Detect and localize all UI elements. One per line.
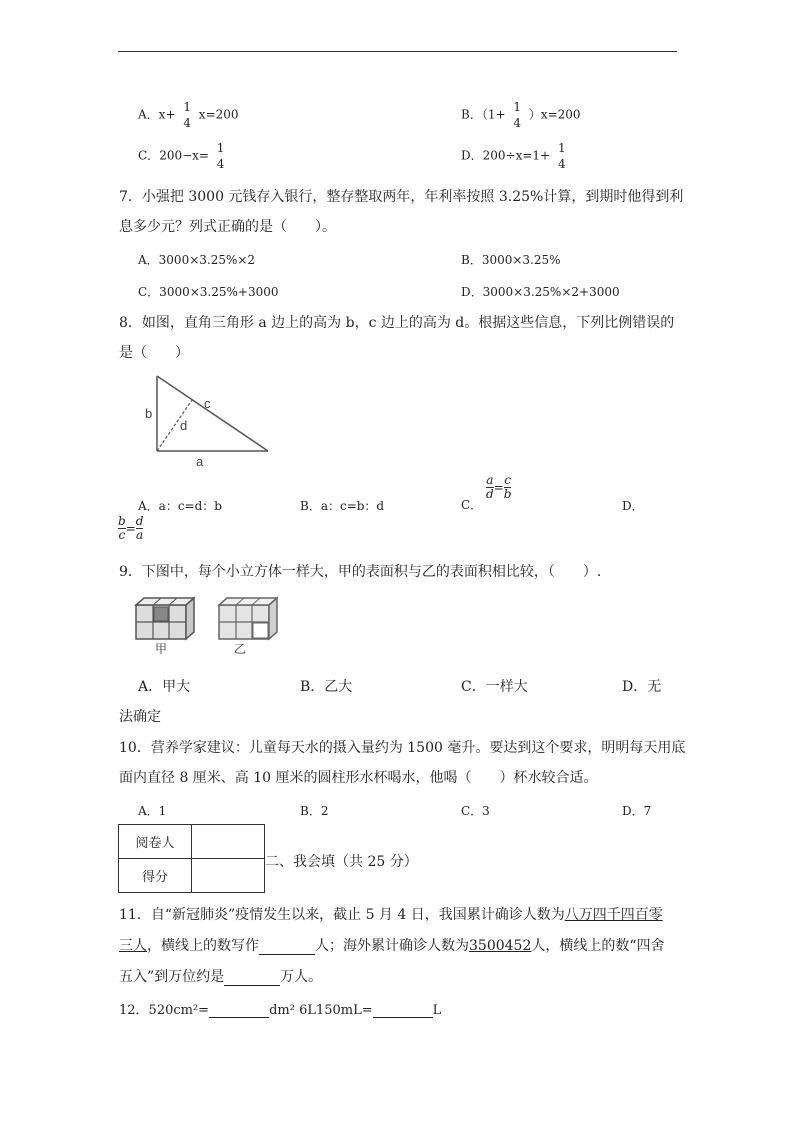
label-d: d: [180, 418, 188, 433]
section-heading: 二、我会填（共 25 分）: [265, 854, 418, 870]
fraction-a-over-d: $\frac{a}{d}$: [486, 473, 494, 501]
label-b: b: [145, 406, 153, 421]
q8-stem-line1: 8．如图，直角三角形 a 边上的高为 b，c 边上的高为 d。根据这些信息，下列比例错误的: [119, 315, 675, 331]
underlined-number-words: 八万四千四百零: [564, 907, 663, 923]
score-label: 得分: [119, 859, 192, 893]
q8-option-d-expression: $\frac{b}{c}$ = $\frac{d}{a}$: [118, 514, 144, 542]
q10-stem-line2: 面内直径 8 厘米、高 10 厘米的圆柱形水杯喝水，他喝（ ）杯水较合适。: [119, 770, 598, 786]
q7-option-c[interactable]: C．3000×3.25%+3000: [138, 285, 279, 299]
q10-option-b[interactable]: B．2: [300, 804, 329, 818]
q9-option-a[interactable]: A．甲大: [138, 679, 191, 695]
q6-option-d[interactable]: D．200÷x=1+ 1 4: [461, 141, 566, 171]
q6-option-c[interactable]: C．200−x= 1 4: [138, 141, 225, 171]
q7-option-b[interactable]: B．3000×3.25%: [461, 253, 561, 267]
label-a: a: [196, 454, 204, 469]
score-cell[interactable]: [192, 859, 265, 893]
q9-stem: 9．下图中，每个小立方体一样大，甲的表面积与乙的表面积相比较，（ ）.: [119, 564, 602, 580]
label-jia: 甲: [155, 642, 168, 656]
q11-line1: 11．自“新冠肺炎”疫情发生以来，截止 5 月 4 日，我国累计确诊人数为八万四千四百零: [119, 907, 663, 923]
fraction-c-over-b: $\frac{c}{b}$: [503, 473, 512, 501]
q6-option-b[interactable]: B．（1+ 1 4 ）x=200: [461, 100, 581, 130]
q7-option-a[interactable]: A．3000×3.25%×2: [138, 253, 256, 267]
q12-line: 12．520cm²= dm² 6L150mL= L: [119, 1003, 442, 1018]
q9-option-d-continued: 法确定: [119, 709, 161, 725]
fraction-one-quarter: 1 4: [557, 141, 566, 171]
answer-blank-3[interactable]: [209, 1003, 269, 1018]
fraction-one-quarter: 1 4: [216, 141, 225, 171]
q9-option-d[interactable]: D．无: [622, 679, 662, 695]
triangle-side-c: [157, 376, 268, 451]
fraction-one-quarter: 1 4: [513, 100, 521, 130]
q6-option-a[interactable]: A．x+ 1 4 x=200: [138, 100, 239, 130]
cube-figure-yi: [216, 595, 278, 657]
q7-stem-line2: 息多少元？列式正确的是（ ）。: [119, 219, 336, 235]
q8-option-c[interactable]: C． $\frac{a}{d}$ = $\frac{c}{b}$: [461, 473, 512, 512]
score-table: [118, 824, 265, 893]
fraction-b-over-c: $\frac{b}{c}$: [118, 514, 126, 542]
header-rule: [118, 51, 677, 52]
q7-stem-line1: 7．小强把 3000 元钱存入银行，整存整取两年，年利率按照 3.25%计算，到期时他得到利: [119, 189, 684, 205]
q8-option-d[interactable]: D．: [622, 499, 644, 513]
answer-blank-4[interactable]: [373, 1003, 433, 1018]
q8-stem-line2: 是（ ）: [119, 345, 189, 361]
cube-figure-jia: [133, 595, 195, 657]
q10-stem-line1: 10．营养学家建议：儿童每天水的摄入量约为 1500 毫升。要达到这个要求，明明每天用底: [119, 740, 686, 756]
q8-option-a[interactable]: A．a：c=d：b: [138, 499, 222, 513]
fraction-one-quarter: 1 4: [183, 100, 191, 130]
label-yi: 乙: [234, 642, 247, 656]
answer-blank-2[interactable]: [224, 971, 280, 986]
q9-option-c[interactable]: C．一样大: [461, 679, 528, 695]
q11-line3: 五入”到万位约是 万人。: [119, 969, 323, 985]
underlined-number: 3500452: [469, 938, 532, 954]
q7-option-d[interactable]: D．3000×3.25%×2+3000: [461, 285, 620, 299]
right-triangle-figure: [140, 370, 275, 470]
q9-option-b[interactable]: B．乙大: [300, 679, 353, 695]
q11-line2: 三人，横线上的数写作 人；海外累计确诊人数为3500452人，横线上的数“四舍: [119, 938, 665, 954]
fraction-d-over-a: $\frac{d}{a}$: [135, 514, 144, 542]
q10-option-c[interactable]: C．3: [461, 804, 490, 818]
q10-option-d[interactable]: D．7: [622, 804, 652, 818]
q8-option-b[interactable]: B．a：c=b：d: [300, 499, 385, 513]
reviewer-label: 阅卷人: [119, 825, 192, 859]
answer-blank-1[interactable]: [259, 940, 315, 955]
q10-option-a[interactable]: A．1: [138, 804, 167, 818]
reviewer-cell[interactable]: [192, 825, 265, 859]
label-c: c: [204, 396, 211, 411]
